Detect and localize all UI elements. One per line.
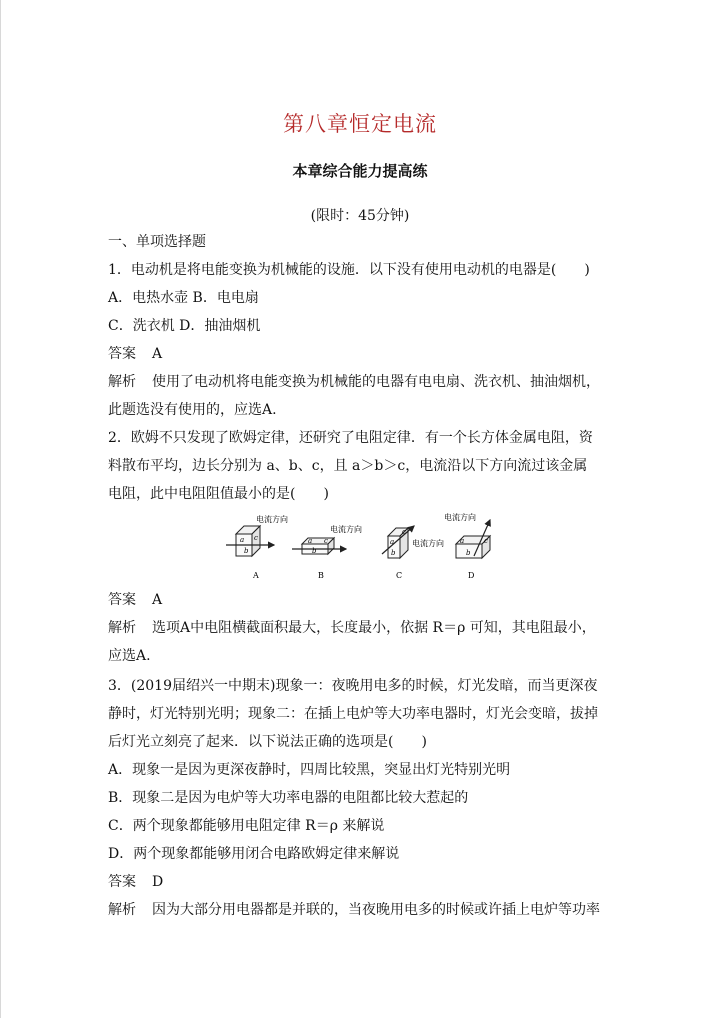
- resistor-figure: [222, 512, 512, 582]
- q1-analysis-line-2: 此题选没有使用的，应选A.: [108, 402, 277, 418]
- edge-label-d-b: b: [466, 549, 471, 557]
- q3-option-b: B．现象二是因为电炉等大功率电器的电阻都比较大惹起的: [108, 790, 469, 806]
- current-label-a: 电流方向: [256, 515, 288, 524]
- q1-options-cd: C．洗衣机 D．抽油烟机: [108, 318, 261, 334]
- edge-label-b-c: c: [324, 537, 328, 545]
- chapter-title: 第八章恒定电流: [283, 112, 437, 136]
- q3-answer: [108, 872, 163, 892]
- q2-analysis-line-1: [108, 618, 596, 638]
- analysis-text: 使用了电动机将电能变换为机械能的电器有电电扇、洗衣机、抽油烟机，: [152, 374, 600, 390]
- figure-label-c: C: [396, 571, 403, 580]
- answer-label: 答案: [108, 346, 136, 362]
- edge-label-b-b: b: [312, 547, 317, 555]
- answer-value: A: [152, 346, 163, 362]
- q2-answer: [108, 590, 162, 610]
- figure-label-b: B: [318, 571, 324, 580]
- current-label-d: 电流方向: [444, 513, 476, 522]
- edge-label-d-a: a: [460, 537, 465, 545]
- section-heading: 一、单项选择题: [108, 234, 206, 250]
- figure-label-d: D: [468, 571, 475, 580]
- q2-analysis-line-2: 应选A.: [108, 648, 151, 664]
- analysis-label: 解析: [108, 374, 136, 390]
- current-label-c: 电流方向: [412, 539, 444, 548]
- edge-label-b-a: a: [308, 537, 313, 545]
- figure-label-a: A: [253, 571, 259, 580]
- q3-stem-line-3: 后灯光立刻亮了起来．以下说法正确的选项是( ): [108, 734, 427, 750]
- q1-analysis-line-1: [108, 372, 600, 392]
- q3-stem-line-1: 3．(2019届绍兴一中期末)现象一：夜晚用电多的时候，灯光发暗，而当更深夜: [108, 678, 598, 694]
- edge-label-c-a: a: [390, 538, 395, 546]
- edge-label-a: a: [240, 536, 245, 544]
- q3-option-c: C．两个现象都能够用电阻定律 R＝ρ 来解说: [108, 818, 385, 834]
- edge-label-b: b: [244, 547, 249, 555]
- q2-stem-line-3: 电阻，此中电阻阻值最小的是( ): [108, 486, 329, 502]
- q2-stem-line-1: 2．欧姆不只发现了欧姆定律，还研究了电阻定律．有一个长方体金属电阻，资: [108, 430, 593, 446]
- answer-value: A: [152, 592, 163, 608]
- answer-label: 答案: [108, 592, 136, 608]
- edge-label-d-c: c: [484, 537, 488, 545]
- current-label-b: 电流方向: [330, 525, 362, 534]
- answer-label: 答案: [108, 874, 136, 890]
- answer-value: D: [152, 874, 164, 890]
- edge-label-c: c: [254, 534, 258, 542]
- box-b: [302, 538, 334, 554]
- edge-label-c-c: c: [402, 528, 406, 536]
- analysis-label: 解析: [108, 620, 136, 636]
- q1-answer: [108, 344, 162, 364]
- analysis-text: 选项A中电阻横截面积最大，长度最小，依据 R＝ρ 可知，其电阻最小，: [152, 620, 596, 636]
- page-left-border: [0, 0, 1, 1018]
- analysis-text: 因为大部分用电器都是并联的，当夜晚用电多的时候或许插上电炉等功率: [152, 902, 600, 918]
- q3-option-a: A．现象一是因为更深夜静时，四周比较黑，突显出灯光特别光明: [108, 762, 511, 778]
- q1-stem: 1．电动机是将电能变换为机械能的设施．以下没有使用电动机的电器是( ): [108, 262, 590, 278]
- q3-option-d: D．两个现象都能够用闭合电路欧姆定律来解说: [108, 846, 400, 862]
- q3-analysis-line-1: [108, 900, 600, 920]
- section-subtitle: 本章综合能力提高练: [292, 162, 428, 180]
- edge-label-c-b: b: [391, 549, 396, 557]
- q2-stem-line-2: 料散布平均，边长分别为 a、b、c，且 a＞b＞c，电流沿以下方向流过该金属: [108, 458, 588, 474]
- analysis-label: 解析: [108, 902, 136, 918]
- q3-stem-line-2: 静时，灯光特别光明；现象二：在插上电炉等大功率电器时，灯光会变暗，拔掉: [108, 706, 598, 722]
- q1-options-ab: A．电热水壶 B．电电扇: [108, 290, 259, 306]
- time-limit: (限时：45分钟): [310, 208, 410, 224]
